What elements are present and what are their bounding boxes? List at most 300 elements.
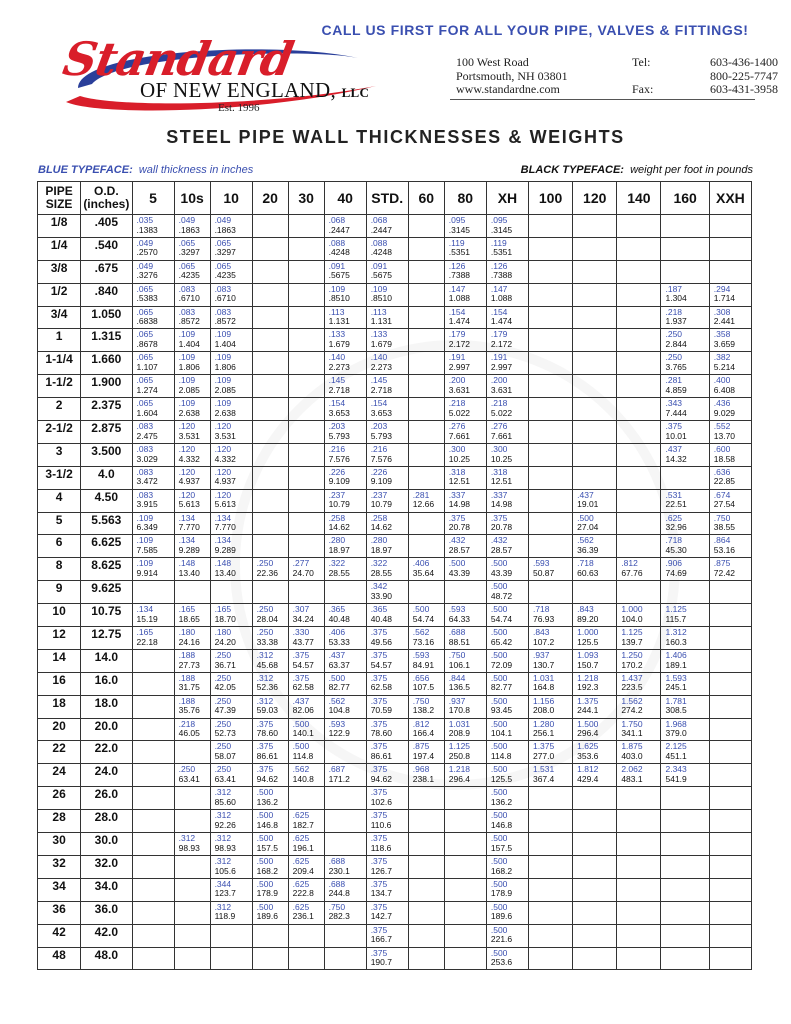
wall-thickness: .250 [214, 764, 232, 775]
weight-per-foot: .1383 [136, 224, 158, 235]
wall-thickness: 1.312 [665, 627, 687, 638]
schedule-cell [573, 260, 617, 283]
wall-thickness: 1.031 [532, 672, 555, 683]
table-row [38, 947, 752, 970]
header-schedule: 20 [252, 182, 288, 215]
wall-thickness: .276 [448, 421, 466, 432]
wall-thickness: .145 [328, 375, 346, 386]
schedule-cell [132, 581, 174, 604]
wall-thickness: .500 [490, 947, 508, 958]
weight-per-foot: 157.5 [256, 842, 278, 853]
weight-per-foot: 43.77 [292, 636, 314, 647]
schedule-cell [528, 741, 572, 764]
weight-per-foot: 2.441 [713, 316, 736, 327]
header-schedule: 40 [324, 182, 366, 215]
weight-per-foot: 230.1 [328, 865, 350, 876]
schedule-cell [617, 421, 661, 444]
schedule-cell [288, 421, 324, 444]
weight-per-foot: 136.2 [490, 796, 513, 807]
weight-per-foot: .3145 [448, 224, 471, 235]
schedule-cell [709, 352, 751, 375]
wall-thickness: .500 [490, 878, 508, 889]
weight-per-foot: 353.6 [577, 751, 599, 762]
wall-thickness: .375 [370, 878, 388, 889]
schedule-cell [366, 833, 408, 856]
outer-diameter: 36.0 [81, 901, 132, 924]
schedule-cell [366, 764, 408, 787]
wall-thickness: .375 [292, 672, 310, 683]
wall-thickness: .343 [665, 398, 683, 409]
schedule-cell [528, 375, 572, 398]
wall-thickness: .312 [214, 855, 232, 866]
schedule-cell [709, 855, 751, 878]
schedule-cell [210, 581, 252, 604]
schedule-cell [661, 558, 709, 581]
schedule-cell [210, 764, 252, 787]
schedule-cell [252, 398, 288, 421]
weight-per-foot: 190.7 [370, 957, 392, 968]
schedule-cell [661, 833, 709, 856]
wall-thickness: .154 [370, 398, 388, 409]
header-schedule: XH [486, 182, 528, 215]
schedule-cell [408, 512, 444, 535]
schedule-cell [528, 604, 572, 627]
schedule-cell [366, 398, 408, 421]
schedule-cell [210, 329, 252, 352]
weight-per-foot: .8510 [328, 293, 350, 304]
schedule-cell [408, 764, 444, 787]
header-schedule: 140 [617, 182, 661, 215]
weight-per-foot: 72.09 [490, 659, 513, 670]
weight-per-foot: 170.8 [448, 705, 471, 716]
weight-per-foot: 367.4 [532, 773, 555, 784]
weight-per-foot: 114.8 [490, 751, 512, 762]
weight-per-foot: 1.274 [136, 384, 158, 395]
outer-diameter: 48.0 [81, 947, 132, 970]
wall-thickness: .406 [328, 627, 346, 638]
schedule-cell [661, 718, 709, 741]
schedule-cell [486, 398, 528, 421]
header-pipe-size: PIPE SIZE [38, 182, 81, 215]
weight-per-foot: 2.085 [178, 384, 200, 395]
schedule-cell [324, 535, 366, 558]
weight-per-foot: 63.41 [178, 773, 200, 784]
weight-per-foot: 22.51 [665, 499, 687, 510]
table-row [38, 375, 752, 398]
wall-thickness: .500 [256, 855, 274, 866]
header-schedule: STD. [366, 182, 408, 215]
table-row [38, 237, 752, 260]
wall-thickness: .049 [136, 237, 154, 248]
wall-thickness: .375 [370, 924, 388, 935]
table-row [38, 283, 752, 306]
weight-per-foot: 70.59 [370, 705, 392, 716]
schedule-cell [174, 466, 210, 489]
wall-thickness: 1.250 [621, 649, 643, 660]
weight-per-foot: 1.474 [490, 316, 513, 327]
weight-per-foot: 5.793 [328, 430, 350, 441]
schedule-cell [132, 649, 174, 672]
wall-thickness: .083 [178, 283, 196, 294]
wall-thickness: .147 [490, 283, 508, 294]
schedule-cell [210, 649, 252, 672]
schedule-cell [486, 443, 528, 466]
wall-thickness: .203 [328, 421, 346, 432]
weight-per-foot: 142.7 [370, 911, 392, 922]
weight-per-foot: 32.96 [665, 522, 687, 533]
schedule-cell [288, 901, 324, 924]
wall-thickness: .145 [370, 375, 388, 386]
header-od: O.D. (inches) [81, 182, 132, 215]
schedule-cell [210, 901, 252, 924]
weight-per-foot: .6710 [214, 293, 236, 304]
weight-per-foot: 2.718 [370, 384, 392, 395]
weight-per-foot: 3.653 [328, 407, 350, 418]
schedule-cell [366, 306, 408, 329]
wall-thickness: .674 [713, 489, 731, 500]
weight-per-foot: 2.085 [214, 384, 236, 395]
weight-per-foot: 22.85 [713, 476, 736, 487]
schedule-cell [573, 924, 617, 947]
logo-subtitle: OF NEW ENGLAND, LLC [140, 78, 370, 102]
schedule-cell [709, 581, 751, 604]
schedule-cell [366, 810, 408, 833]
schedule-cell [132, 260, 174, 283]
wall-thickness: .312 [214, 833, 232, 844]
table-row [38, 833, 752, 856]
schedule-cell [210, 947, 252, 970]
schedule-cell [444, 466, 486, 489]
wall-thickness: 1.218 [577, 672, 599, 683]
wall-thickness: .083 [214, 306, 232, 317]
schedule-cell [486, 260, 528, 283]
wall-thickness: .250 [214, 718, 232, 729]
wall-thickness: .500 [490, 581, 508, 592]
schedule-cell [408, 947, 444, 970]
table-row [38, 695, 752, 718]
schedule-cell [210, 718, 252, 741]
wall-thickness: .375 [256, 741, 274, 752]
schedule-cell [408, 421, 444, 444]
schedule-cell [288, 718, 324, 741]
weight-per-foot: 35.76 [178, 705, 200, 716]
weight-per-foot: 78.60 [256, 728, 278, 739]
schedule-cell [617, 489, 661, 512]
schedule-cell [132, 672, 174, 695]
schedule-cell [324, 947, 366, 970]
schedule-cell [252, 306, 288, 329]
weight-per-foot: 3.631 [490, 384, 513, 395]
weight-per-foot: 7.576 [328, 453, 350, 464]
wall-thickness: .318 [448, 466, 466, 477]
weight-per-foot: 429.4 [577, 773, 599, 784]
weight-per-foot: 24.70 [292, 567, 314, 578]
schedule-cell [288, 375, 324, 398]
website-link[interactable]: www.standardne.com [456, 82, 560, 96]
wall-thickness: .109 [136, 535, 154, 546]
weight-per-foot: 27.04 [577, 522, 599, 533]
schedule-cell [573, 237, 617, 260]
wall-thickness: .562 [328, 695, 346, 706]
weight-per-foot: 196.1 [292, 842, 314, 853]
schedule-cell [661, 489, 709, 512]
weight-per-foot: 189.6 [256, 911, 278, 922]
wall-thickness: .375 [370, 649, 388, 660]
schedule-cell [573, 421, 617, 444]
schedule-cell [444, 421, 486, 444]
weight-per-foot: 1.107 [136, 361, 158, 372]
wall-thickness: .864 [713, 535, 731, 546]
schedule-cell [366, 581, 408, 604]
wall-thickness: .068 [328, 215, 346, 225]
schedule-cell [366, 352, 408, 375]
schedule-cell [366, 215, 408, 238]
address-line: 100 West Road [456, 55, 529, 69]
table-row [38, 764, 752, 787]
schedule-cell [132, 764, 174, 787]
schedule-cell [573, 604, 617, 627]
schedule-cell [709, 260, 751, 283]
wall-thickness: .126 [448, 260, 466, 271]
weight-per-foot: .8572 [178, 316, 200, 327]
wall-thickness: .562 [412, 627, 430, 638]
schedule-cell [366, 558, 408, 581]
schedule-cell [210, 237, 252, 260]
schedule-cell [174, 283, 210, 306]
wall-thickness: .091 [328, 260, 346, 271]
tel-number: 603-436-1400 [710, 55, 778, 69]
weight-per-foot: 2.172 [490, 339, 513, 350]
wall-thickness: .218 [665, 306, 683, 317]
schedule-cell [617, 398, 661, 421]
schedule-cell [617, 810, 661, 833]
weight-per-foot: 13.70 [713, 430, 736, 441]
schedule-cell [617, 535, 661, 558]
pipe-size: 1 [38, 329, 81, 352]
table-row [38, 672, 752, 695]
schedule-cell [573, 581, 617, 604]
schedule-cell [709, 695, 751, 718]
schedule-cell [573, 741, 617, 764]
pipe-size: 20 [38, 718, 81, 741]
schedule-cell [573, 695, 617, 718]
wall-thickness: .049 [214, 215, 232, 225]
schedule-cell [444, 787, 486, 810]
wall-thickness: 1.280 [532, 718, 555, 729]
outer-diameter: 1.315 [81, 329, 132, 352]
schedule-cell [444, 649, 486, 672]
schedule-cell [174, 375, 210, 398]
weight-per-foot: 9.289 [178, 545, 200, 556]
schedule-cell [528, 718, 572, 741]
wall-thickness: .843 [532, 627, 550, 638]
schedule-cell [573, 878, 617, 901]
weight-per-foot: 277.0 [532, 751, 555, 762]
wall-thickness: .140 [370, 352, 388, 363]
schedule-cell [210, 306, 252, 329]
weight-per-foot: 118.6 [370, 842, 392, 853]
wall-thickness: .119 [490, 237, 507, 248]
weight-per-foot: 170.2 [621, 659, 643, 670]
weight-per-foot: 52.73 [214, 728, 236, 739]
outer-diameter: .675 [81, 260, 132, 283]
weight-per-foot: 72.42 [713, 567, 736, 578]
schedule-cell [174, 260, 210, 283]
schedule-cell [132, 833, 174, 856]
table-row [38, 306, 752, 329]
table-row [38, 352, 752, 375]
weight-per-foot: 2.475 [136, 430, 158, 441]
schedule-cell [174, 924, 210, 947]
schedule-cell [174, 398, 210, 421]
wall-thickness: .065 [136, 398, 154, 409]
schedule-cell [288, 215, 324, 238]
schedule-cell [174, 787, 210, 810]
schedule-cell [288, 604, 324, 627]
schedule-cell [252, 924, 288, 947]
weight-per-foot: 9.914 [136, 567, 158, 578]
schedule-cell [709, 764, 751, 787]
weight-per-foot: .1863 [214, 224, 236, 235]
wall-thickness: .382 [713, 352, 731, 363]
wall-thickness: .216 [328, 443, 346, 454]
schedule-cell [617, 215, 661, 238]
schedule-cell [210, 627, 252, 650]
schedule-cell [210, 421, 252, 444]
weight-per-foot: 157.5 [490, 842, 513, 853]
schedule-cell [132, 421, 174, 444]
weight-per-foot: 150.7 [577, 659, 599, 670]
schedule-cell [408, 306, 444, 329]
schedule-cell [617, 901, 661, 924]
table-row [38, 901, 752, 924]
wall-thickness: .318 [490, 466, 508, 477]
wall-thickness: .500 [490, 672, 508, 683]
wall-thickness: 2.062 [621, 764, 643, 775]
schedule-cell [366, 283, 408, 306]
weight-per-foot: 451.1 [665, 751, 687, 762]
weight-per-foot: 22.18 [136, 636, 158, 647]
wall-thickness: .065 [136, 306, 154, 317]
wall-thickness: .109 [178, 398, 196, 409]
weight-per-foot: 27.73 [178, 659, 200, 670]
schedule-cell [210, 260, 252, 283]
wall-thickness: .562 [577, 535, 594, 546]
schedule-cell [528, 329, 572, 352]
weight-per-foot: 45.30 [665, 545, 687, 556]
wall-thickness: .337 [448, 489, 466, 500]
schedule-cell [528, 924, 572, 947]
schedule-cell [288, 810, 324, 833]
wall-thickness: 1.781 [665, 695, 687, 706]
tollfree-number: 800-225-7747 [710, 68, 778, 83]
wall-thickness: .688 [328, 878, 346, 889]
wall-thickness: .068 [370, 215, 388, 225]
schedule-cell [324, 283, 366, 306]
weight-per-foot: 74.69 [665, 567, 687, 578]
weight-per-foot: .3145 [490, 224, 513, 235]
schedule-cell [444, 878, 486, 901]
schedule-cell [661, 627, 709, 650]
schedule-cell [174, 741, 210, 764]
wall-thickness: .500 [412, 604, 430, 615]
weight-per-foot: 5.214 [713, 361, 736, 372]
weight-per-foot: 18.97 [370, 545, 392, 556]
schedule-cell [324, 627, 366, 650]
weight-per-foot: 5.022 [448, 407, 471, 418]
schedule-cell [288, 581, 324, 604]
wall-thickness: .812 [621, 558, 638, 569]
weight-per-foot: .4248 [328, 247, 350, 258]
schedule-cell [709, 787, 751, 810]
schedule-cell [324, 649, 366, 672]
pipe-size: 26 [38, 787, 81, 810]
schedule-cell [252, 672, 288, 695]
wall-thickness: .083 [136, 489, 154, 500]
schedule-cell [709, 443, 751, 466]
schedule-cell [288, 489, 324, 512]
schedule-cell [617, 878, 661, 901]
wall-thickness: .500 [490, 901, 508, 912]
weight-per-foot: 88.51 [448, 636, 471, 647]
wall-thickness: .109 [328, 283, 346, 294]
schedule-cell [132, 855, 174, 878]
schedule-cell [444, 764, 486, 787]
schedule-cell [288, 352, 324, 375]
wall-thickness: .065 [136, 352, 154, 363]
schedule-cell [174, 878, 210, 901]
schedule-cell [252, 237, 288, 260]
schedule-cell [132, 306, 174, 329]
outer-diameter: 4.0 [81, 466, 132, 489]
wall-thickness: .148 [214, 558, 232, 569]
schedule-cell [528, 581, 572, 604]
wall-thickness: .750 [412, 695, 430, 706]
weight-per-foot: 12.51 [448, 476, 471, 487]
legend-blue: BLUE TYPEFACE: wall thickness in inches [38, 164, 254, 176]
weight-per-foot: 63.37 [328, 659, 350, 670]
wall-thickness: .216 [370, 443, 388, 454]
schedule-cell [486, 901, 528, 924]
schedule-cell [366, 901, 408, 924]
weight-per-foot: 28.04 [256, 613, 278, 624]
schedule-cell [661, 581, 709, 604]
schedule-cell [324, 581, 366, 604]
schedule-cell [210, 352, 252, 375]
weight-per-foot: 14.98 [490, 499, 513, 510]
schedule-cell [132, 352, 174, 375]
wall-thickness: .562 [292, 764, 310, 775]
schedule-cell [252, 810, 288, 833]
wall-thickness: .083 [136, 421, 154, 432]
schedule-cell [366, 535, 408, 558]
table-row [38, 329, 752, 352]
wall-thickness: .968 [412, 764, 430, 775]
weight-per-foot: .2447 [370, 224, 392, 235]
pipe-size: 10 [38, 604, 81, 627]
wall-thickness: .250 [256, 558, 274, 569]
schedule-cell [444, 352, 486, 375]
pipe-size: 22 [38, 741, 81, 764]
wall-thickness: .625 [292, 833, 310, 844]
wall-thickness: .109 [136, 512, 154, 523]
weight-per-foot: 192.3 [577, 682, 599, 693]
schedule-cell [174, 649, 210, 672]
weight-per-foot: 78.60 [370, 728, 392, 739]
schedule-cell [252, 558, 288, 581]
schedule-cell [408, 695, 444, 718]
weight-per-foot: 13.40 [178, 567, 200, 578]
